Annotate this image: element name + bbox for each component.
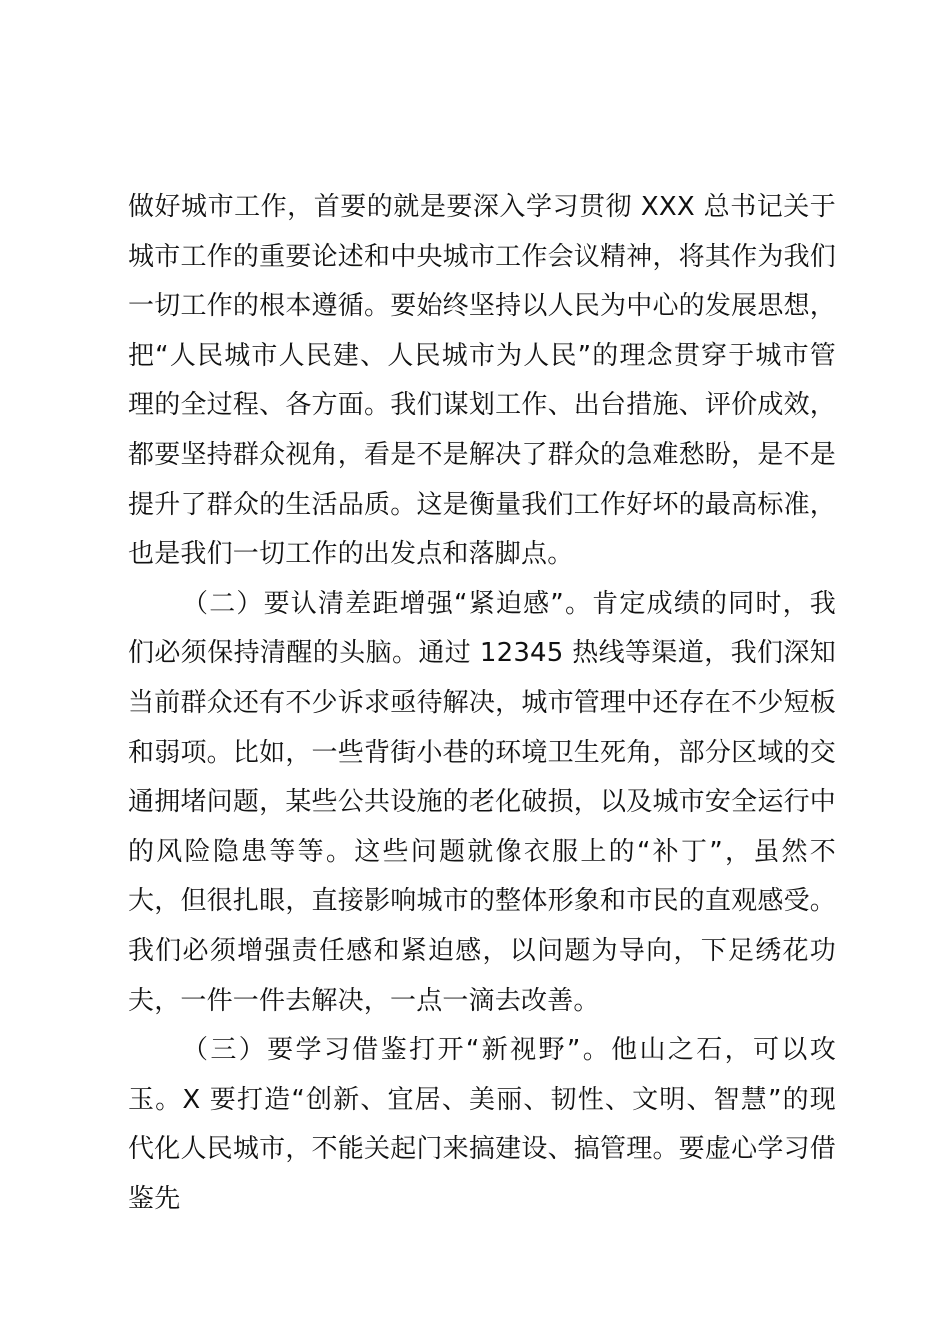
paragraph-section-two: （二）要认清差距增强“紧迫感”。肯定成绩的同时，我们必须保持清醒的头脑。通过 12345 热线等渠道，我们深知当前群众还有不少诉求亟待解决，城市管理中还存在不少短板和弱项。比如，一些背街小巷的环境卫生死角，部分区域的交通拥堵问题，某些公共设施的老化破损，以及城市安全运行中的风险隐患等等。这些问题就像衣服上的“补丁”，虽然不大，但很扎眼，直接影响城市的整体形象和市民的直观感受。我们必须增强责任感和紧迫感，以问题为导向，下足绣花功夫，一件一件去解决，一点一滴去改善。 — [128, 588, 836, 1016]
paragraph-section-three: （三）要学习借鉴打开“新视野”。他山之石，可以攻玉。X 要打造“创新、宜居、美丽、韧性、文明、智慧”的现代化人民城市，不能关起门来搞建设、搞管理。要虚心学习借鉴先 — [128, 1035, 836, 1214]
paragraph-continued: 做好城市工作，首要的就是要深入学习贯彻 XXX 总书记关于城市工作的重要论述和中央城市工作会议精神，将其作为我们一切工作的根本遵循。要始终坚持以人民为中心的发展思想，把“人民城市人民建、人民城市为人民”的理念贯穿于城市管理的全过程、各方面。我们谋划工作、出台措施、评价成效，都要坚持群众视角，看是不是解决了群众的急难愁盼，是不是提升了群众的生活品质。这是衡量我们工作好坏的最高标准，也是我们一切工作的出发点和落脚点。 — [128, 192, 836, 570]
document-body — [128, 183, 836, 1224]
